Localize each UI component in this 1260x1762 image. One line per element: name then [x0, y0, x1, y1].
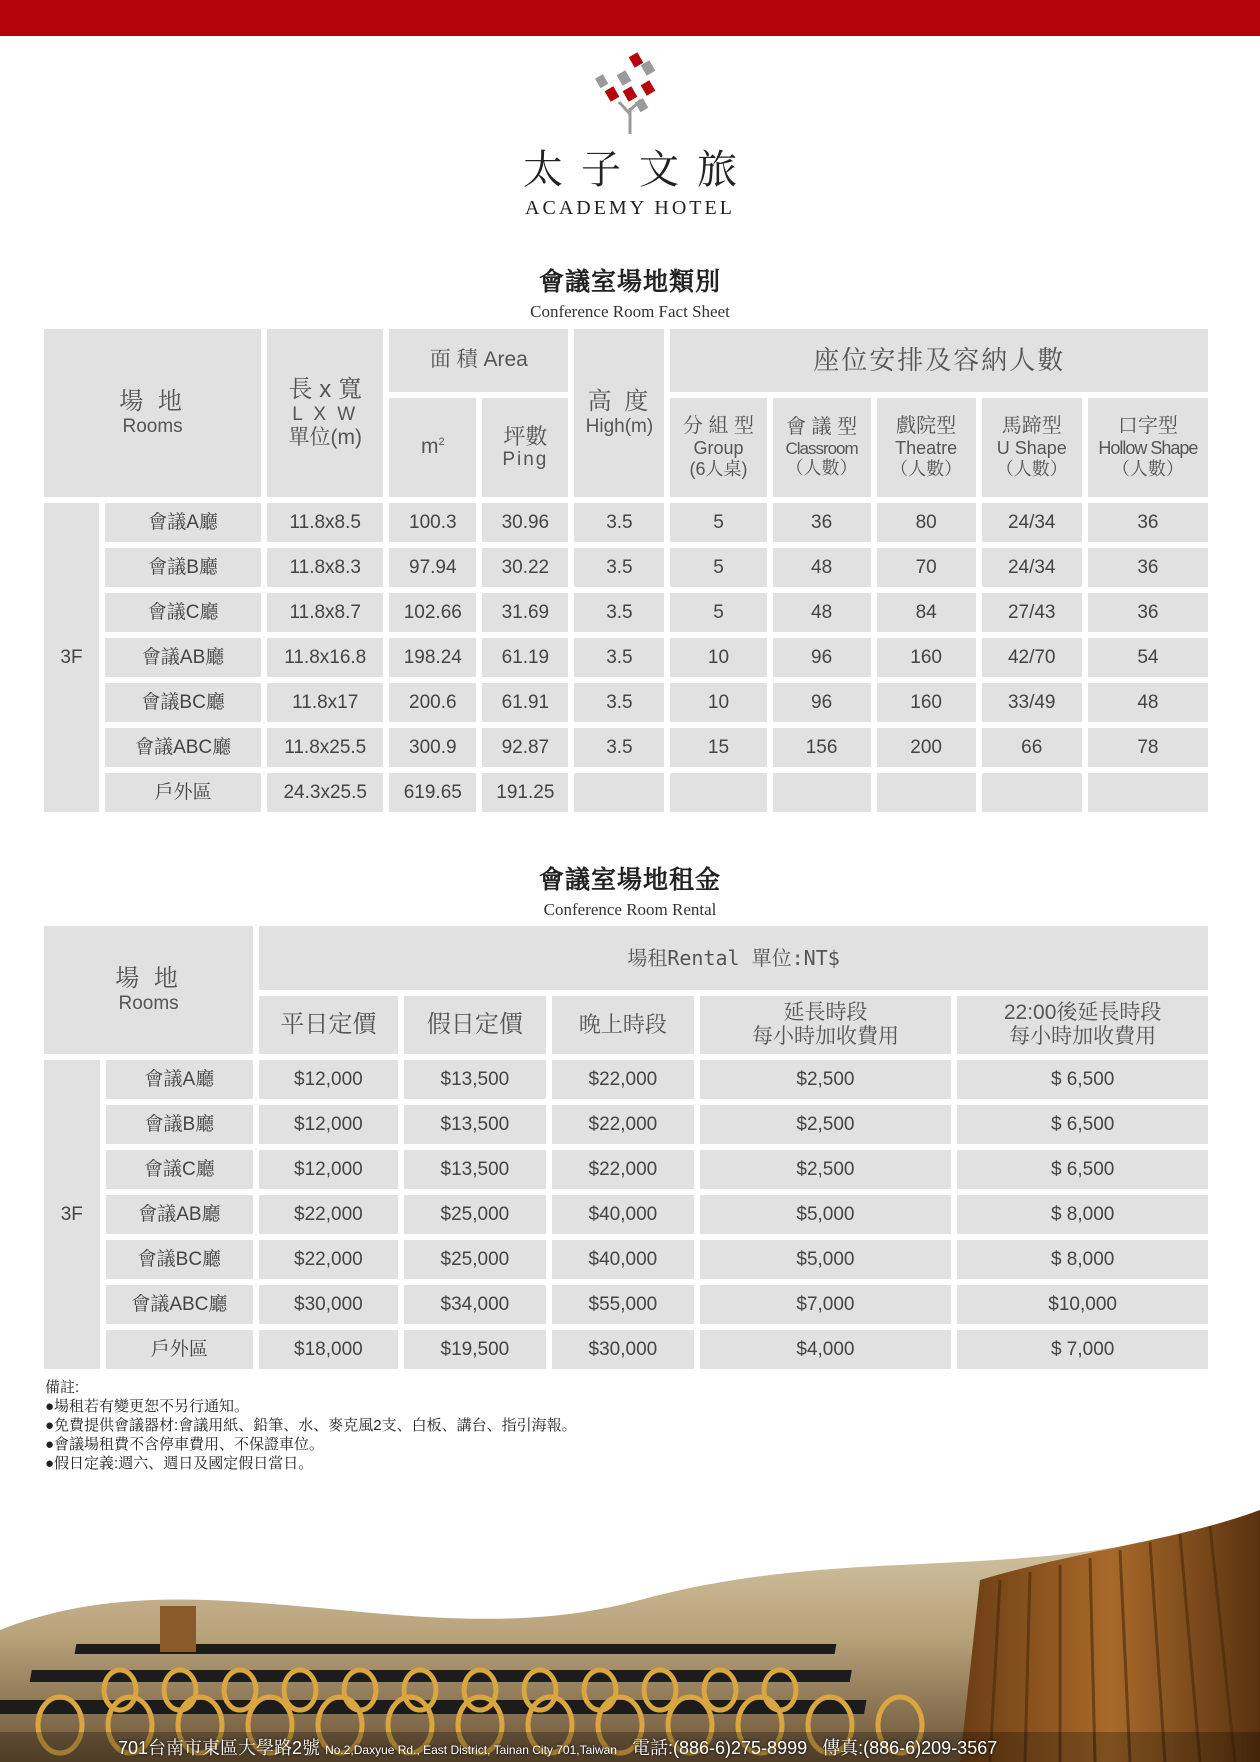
- ushape-header: 馬蹄型 U Shape （人數）: [982, 398, 1082, 497]
- floor-label: 3F: [44, 503, 99, 812]
- hotel-name-en: ACADEMY HOTEL: [525, 197, 735, 219]
- group-capacity: 15: [670, 728, 766, 767]
- table-row: [44, 773, 1208, 812]
- fact-sheet-title-cn: 會議室場地類別: [538, 268, 721, 296]
- address-en: No.2,Daxyue Rd., East District, Tainan City 701,Taiwan: [325, 1743, 617, 1757]
- theatre-capacity: 70: [877, 548, 976, 587]
- late-extension-price: $ 8,000: [957, 1195, 1208, 1234]
- hollow-capacity: [1088, 773, 1208, 812]
- extension-header: 延長時段 每小時加收費用: [700, 996, 952, 1054]
- table-row: [44, 548, 1208, 587]
- rental-title-en: Conference Room Rental: [543, 900, 717, 919]
- hotel-name-cn: 太子文旅: [523, 147, 755, 193]
- classroom-capacity: 96: [773, 683, 871, 722]
- theatre-capacity: 200: [877, 728, 976, 767]
- room-height: 3.5: [574, 638, 664, 677]
- fax: 傳真:(886-6)209-3567: [822, 1738, 998, 1758]
- conference-room-photo: [0, 1510, 1260, 1762]
- holiday-price: $34,000: [404, 1285, 547, 1324]
- evening-price: $40,000: [552, 1195, 694, 1234]
- theatre-header: 戲院型 Theatre （人數）: [877, 398, 976, 497]
- note-item: ●會議場租費不含停車費用、不保證車位。: [45, 1436, 325, 1453]
- footer-photo: [0, 1510, 1260, 1762]
- hollow-header: 口字型 Hollow Shape （人數）: [1088, 398, 1208, 497]
- evening-price: $40,000: [552, 1240, 694, 1279]
- hollow-capacity: 78: [1088, 728, 1208, 767]
- rental-venue-header: 場 地 Rooms: [44, 926, 253, 1054]
- late-extension-header: 22:00後延長時段 每小時加收費用: [957, 996, 1208, 1054]
- fact-sheet-table: [38, 323, 1214, 818]
- room-size: 11.8x17: [267, 683, 383, 722]
- table-row: [44, 1285, 1208, 1324]
- area-header: 面 積 Area: [389, 329, 568, 392]
- room-height: 3.5: [574, 593, 664, 632]
- ushape-capacity: 33/49: [982, 683, 1082, 722]
- room-m2: 102.66: [389, 593, 476, 632]
- rental-title-cn: 會議室場地租金: [538, 866, 721, 894]
- theatre-capacity: 160: [877, 638, 976, 677]
- theatre-capacity: 80: [877, 503, 976, 542]
- ushape-capacity: 66: [982, 728, 1082, 767]
- room-height: 3.5: [574, 548, 664, 587]
- rental-title: [0, 860, 1260, 920]
- holiday-price: $13,500: [404, 1060, 547, 1099]
- table-row: [44, 503, 1208, 542]
- room-size: 11.8x25.5: [267, 728, 383, 767]
- ushape-capacity: [982, 773, 1082, 812]
- late-extension-price: $ 6,500: [957, 1060, 1208, 1099]
- rental-unit-header: 場租Rental 單位:NT$: [259, 926, 1208, 990]
- group-capacity: 5: [670, 503, 766, 542]
- weekday-header: 平日定價: [259, 996, 397, 1054]
- note-item: ●免費提供會議器材:會議用紙、鉛筆、水、麥克風2支、白板、講台、指引海報。: [45, 1417, 577, 1434]
- ping-header: 坪數 Ping: [482, 398, 568, 497]
- extension-price: $2,500: [700, 1105, 952, 1144]
- room-ping: 30.22: [482, 548, 568, 587]
- venue-header: 場 地 Rooms: [44, 329, 261, 497]
- room-m2: 97.94: [389, 548, 476, 587]
- floor-label: 3F: [44, 1060, 100, 1369]
- group-capacity: 5: [670, 548, 766, 587]
- ushape-capacity: 27/43: [982, 593, 1082, 632]
- room-name: 會議B廳: [106, 1105, 254, 1144]
- evening-price: $22,000: [552, 1060, 694, 1099]
- footer-contact: [118, 1734, 997, 1760]
- room-name: 會議C廳: [105, 593, 261, 632]
- notes: [45, 1378, 577, 1473]
- table-row: [44, 638, 1208, 677]
- evening-price: $30,000: [552, 1330, 694, 1369]
- room-name: 會議C廳: [106, 1150, 254, 1189]
- room-height: 3.5: [574, 503, 664, 542]
- classroom-capacity: 48: [773, 593, 871, 632]
- weekday-price: $22,000: [259, 1240, 397, 1279]
- table-row: [44, 593, 1208, 632]
- extension-price: $5,000: [700, 1195, 952, 1234]
- table-row: [44, 1150, 1208, 1189]
- holiday-header: 假日定價: [404, 996, 547, 1054]
- group-capacity: 10: [670, 638, 766, 677]
- extension-price: $2,500: [700, 1150, 952, 1189]
- room-ping: 92.87: [482, 728, 568, 767]
- hotel-logo: [0, 48, 1260, 220]
- room-height: 3.5: [574, 683, 664, 722]
- late-extension-price: $ 6,500: [957, 1150, 1208, 1189]
- classroom-capacity: 156: [773, 728, 871, 767]
- weekday-price: $22,000: [259, 1195, 397, 1234]
- hollow-capacity: 36: [1088, 548, 1208, 587]
- holiday-price: $25,000: [404, 1240, 547, 1279]
- holiday-price: $13,500: [404, 1105, 547, 1144]
- tree-logo-icon: [585, 48, 675, 134]
- group-capacity: [670, 773, 766, 812]
- room-name: 會議AB廳: [105, 638, 261, 677]
- fact-sheet-title-en: Conference Room Fact Sheet: [530, 302, 730, 321]
- group-capacity: 5: [670, 593, 766, 632]
- theatre-capacity: [877, 773, 976, 812]
- evening-price: $22,000: [552, 1105, 694, 1144]
- table-row: [44, 683, 1208, 722]
- address-cn: 701台南市東區大學路2號: [118, 1738, 321, 1758]
- classroom-capacity: 48: [773, 548, 871, 587]
- room-name: 會議BC廳: [105, 683, 261, 722]
- top-red-bar: [0, 0, 1260, 36]
- holiday-price: $25,000: [404, 1195, 547, 1234]
- late-extension-price: $ 7,000: [957, 1330, 1208, 1369]
- classroom-capacity: 36: [773, 503, 871, 542]
- room-ping: 30.96: [482, 503, 568, 542]
- room-ping: 61.91: [482, 683, 568, 722]
- classroom-capacity: [773, 773, 871, 812]
- evening-price: $55,000: [552, 1285, 694, 1324]
- m2-header: $m^2$: [389, 398, 476, 497]
- table-row: [44, 1105, 1208, 1144]
- rental-table: [38, 920, 1214, 1375]
- group-header: 分 組 型 Group (6人桌): [670, 398, 766, 497]
- hollow-capacity: 54: [1088, 638, 1208, 677]
- table-row: [44, 728, 1208, 767]
- room-m2: 200.6: [389, 683, 476, 722]
- room-m2: 300.9: [389, 728, 476, 767]
- room-m2: 198.24: [389, 638, 476, 677]
- room-name: 戶外區: [106, 1330, 254, 1369]
- ushape-capacity: 24/34: [982, 548, 1082, 587]
- room-name: 會議BC廳: [106, 1240, 254, 1279]
- holiday-price: $13,500: [404, 1150, 547, 1189]
- ushape-capacity: 24/34: [982, 503, 1082, 542]
- note-item: ●假日定義:週六、週日及國定假日當日。: [45, 1455, 314, 1472]
- room-m2: 100.3: [389, 503, 476, 542]
- room-name: 會議ABC廳: [105, 728, 261, 767]
- room-size: 11.8x16.8: [267, 638, 383, 677]
- extension-price: $4,000: [700, 1330, 952, 1369]
- room-size: 11.8x8.5: [267, 503, 383, 542]
- room-size: 11.8x8.3: [267, 548, 383, 587]
- table-row: [44, 1195, 1208, 1234]
- table-row: [44, 1240, 1208, 1279]
- room-m2: 619.65: [389, 773, 476, 812]
- late-extension-price: $ 8,000: [957, 1240, 1208, 1279]
- note-item: ●場租若有變更恕不另行通知。: [45, 1398, 250, 1415]
- table-row: [44, 1330, 1208, 1369]
- room-name: 會議A廳: [106, 1060, 254, 1099]
- room-height: [574, 773, 664, 812]
- hollow-capacity: 36: [1088, 503, 1208, 542]
- ushape-capacity: 42/70: [982, 638, 1082, 677]
- evening-header: 晚上時段: [552, 996, 694, 1054]
- room-name: 會議A廳: [105, 503, 261, 542]
- notes-title: 備註:: [45, 1379, 80, 1396]
- room-name: 會議ABC廳: [106, 1285, 254, 1324]
- room-ping: 191.25: [482, 773, 568, 812]
- late-extension-price: $ 6,500: [957, 1105, 1208, 1144]
- group-capacity: 10: [670, 683, 766, 722]
- theatre-capacity: 84: [877, 593, 976, 632]
- classroom-header: 會 議 型 Classroom （人數）: [773, 398, 871, 497]
- room-name: 戶外區: [105, 773, 261, 812]
- phone: 電話:(886-6)275-8999: [632, 1738, 808, 1758]
- extension-price: $5,000: [700, 1240, 952, 1279]
- holiday-price: $19,500: [404, 1330, 547, 1369]
- weekday-price: $12,000: [259, 1060, 397, 1099]
- evening-price: $22,000: [552, 1150, 694, 1189]
- height-header: 高 度 High(m): [574, 329, 664, 497]
- room-size: 11.8x8.7: [267, 593, 383, 632]
- room-ping: 61.19: [482, 638, 568, 677]
- room-height: 3.5: [574, 728, 664, 767]
- table-row: [44, 1060, 1208, 1099]
- room-name: 會議B廳: [105, 548, 261, 587]
- classroom-capacity: 96: [773, 638, 871, 677]
- weekday-price: $12,000: [259, 1150, 397, 1189]
- extension-price: $2,500: [700, 1060, 952, 1099]
- fact-sheet-title: [0, 262, 1260, 322]
- late-extension-price: $10,000: [957, 1285, 1208, 1324]
- seating-header: 座位安排及容納人數: [670, 329, 1208, 392]
- room-size: 24.3x25.5: [267, 773, 383, 812]
- room-ping: 31.69: [482, 593, 568, 632]
- hollow-capacity: 48: [1088, 683, 1208, 722]
- hollow-capacity: 36: [1088, 593, 1208, 632]
- room-name: 會議AB廳: [106, 1195, 254, 1234]
- extension-price: $7,000: [700, 1285, 952, 1324]
- theatre-capacity: 160: [877, 683, 976, 722]
- weekday-price: $12,000: [259, 1105, 397, 1144]
- weekday-price: $18,000: [259, 1330, 397, 1369]
- size-header: 長 x 寬 L X W 單位(m): [267, 329, 383, 497]
- weekday-price: $30,000: [259, 1285, 397, 1324]
